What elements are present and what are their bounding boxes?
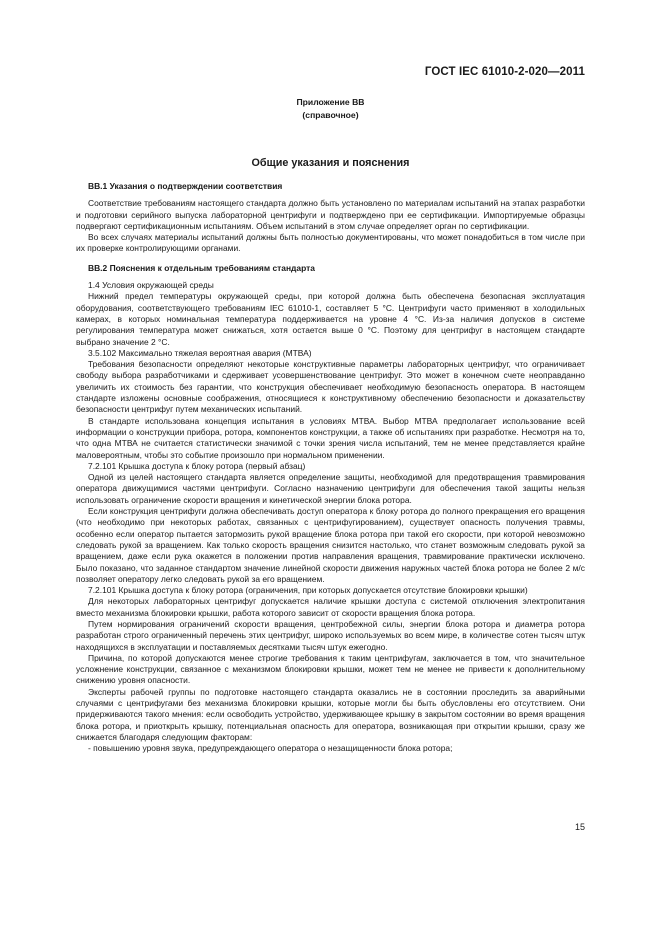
appendix-type: (справочное): [302, 110, 359, 120]
paragraph: Эксперты рабочей группы по подготовке настоящего стандарта оказались не в состоянии проследить за аварийными случаями с центрифугами без механизма блокировки крышки, которые могли бы быть обусловлены его отсутствием. Они придерживаются такого мнения: если освободить устройство, удерживающее крышку в закрытом состоянии во время вращения блока ротора, и приоткрыть крышку, потенциальная опасность для оператора, возникающая при открытии крышки, сразу же снижается благодаря следующим факторам:: [76, 686, 585, 742]
subsection-title: 7.2.101 Крышка доступа к блоку ротора (первый абзац): [88, 460, 306, 471]
paragraph: Причина, по которой допускаются менее строгие требования к таким центрифугам, заключается в том, что значительное усложнение конструкции, связанное с механизмом блокировки крышки, может тем не менее не привести к дополнительному снижению уровня опасности.: [76, 652, 585, 686]
paragraph: Требования безопасности определяют некоторые конструктивные параметры лабораторных центрифуг, что ограничивает свободу выбора разработчиками и сдерживает усовершенствование центрифуг. Это может в конечном счете неоправданно увеличить их стоимость без гарантии, что конструкция обеспечивает необходимую безопасность оператора. В настоящем стандарте изложены основные соображения, относящиеся к конструктивному обеспечению безопасности и доказательству безопасности центрифуг путем механических испытаний.: [76, 359, 585, 415]
paragraph: Соответствие требованиям настоящего стандарта должно быть установлено по материалам испытаний на этапах разработки и подготовки серийного выпуска лабораторной центрифуги и подтверждено при ее сертификации. Импортируемые образцы подвергают сертификационным испытаниям. Объем испытаний в этом случае определяет орган по сертификации.: [76, 198, 585, 231]
paragraph: Во всех случаях материалы испытаний должны быть полностью документированы, что может понадобиться в том числе при их проверке контролирующими органами.: [76, 232, 585, 254]
subsection-title: 3.5.102 Максимально тяжелая вероятная авария (МТВА): [88, 347, 312, 358]
subsection-title: 1.4 Условия окружающей среды: [88, 280, 214, 291]
appendix-label: [0, 96, 661, 122]
paragraph: Путем нормирования ограничений скорости вращения, центробежной силы, энергии блока ротора и диаметра ротора разработан строго ограниченный перечень этих центрифуг, широко используемых во всем мире, в количестве сотен тысяч штук находящихся в эксплуатации и поставляемых десятками тысяч штук ежегодно.: [76, 618, 585, 652]
paragraph: Для некоторых лабораторных центрифуг допускается наличие крышки доступа с системой отключения электропитания вместо механизма блокировки крышки, работа которого зависит от скорости вращения блока ротора.: [76, 596, 585, 618]
paragraph: Нижний предел температуры окружающей среды, при которой должна быть обеспечена безопасная эксплуатация оборудования, соответствующего требованиям IEC 61010-1, составляет 5 °С. Центрифуги часто применяют в холодильных камерах, в которых номинальная температура поддерживается на уровне 4 °С. Из-за наличия допусков в системе регулирования температура может снижаться, хотя остается выше 0 °С. Поэтому для центрифуг в настоящем стандарте выбрано значение 2 °С.: [76, 291, 585, 347]
subsection-title: 7.2.101 Крышка доступа к блоку ротора (ограничения, при которых допускается отсутствие блокировки крышки): [88, 585, 528, 596]
page-number: 15: [574, 822, 585, 832]
document-body: [76, 181, 585, 755]
appendix-title: Приложение ВВ: [296, 97, 365, 107]
paragraph: Если конструкция центрифуги должна обеспечивать доступ оператора к блоку ротора до полного прекращения его вращения (что необходимо при некоторых работах, связанных с центрифугированием), существует опасность получения травмы, особенно если оператор пытается затормозить рукой вращение блока ротора при такой его скорости, при которой невозможно следовать рукой за вращением. Как только скорость вращения снизится настолько, что станет возможным следовать рукой за вращением, даже если рука окажется в положении против направления вращения, травмирование практически исключено. Было показано, что заданное стандартом значение линейной скорости движения наружных частей блока ротора не более 2 м/с позволяет оператору легко следовать рукой за его вращением.: [76, 506, 585, 584]
list-item: - повышению уровня звука, предупреждающего оператора о незащищенности блока ротора;: [88, 743, 453, 754]
section-heading-bb1: ВВ.1 Указания о подтверждении соответствия: [88, 181, 283, 191]
document-code: ГОСТ IEC 61010-2-020—2011: [424, 66, 585, 78]
section-heading-bb2: ВВ.2 Пояснения к отдельным требованиям стандарта: [88, 262, 315, 273]
page-title: Общие указания и пояснения: [251, 157, 410, 169]
paragraph: Одной из целей настоящего стандарта является определение защиты, необходимой для предотвращения травмирования оператора движущимися частями центрифуги. Согласно назначению центрифуги для обеспечения такой защиты нельзя использовать ограничение скорости вращения и кинетической энергии блока ротора.: [76, 472, 585, 505]
paragraph: В стандарте использована концепция испытания в условиях МТВА. Выбор МТВА предполагает использование всей информации о конструкции прибора, ротора, компонентов конструкции, а также об испытаниях при разработке. Несмотря на то, что одна МТВА не считается статистически значимой с точки зрения числа испытаний, тем не менее представляется крайне маловероятным, чтобы это событие произошло при нормальном применении.: [76, 415, 585, 460]
